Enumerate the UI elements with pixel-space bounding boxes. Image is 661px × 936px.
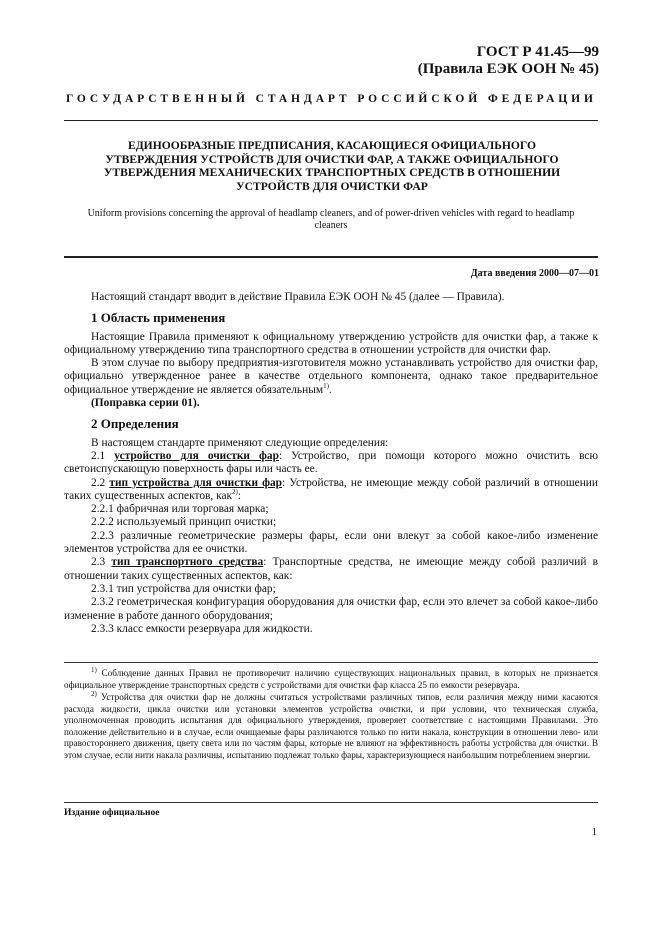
definition-2-2 (64, 477, 598, 504)
definition-text: : Устройства, не имеющие между собой различий в отношении таких существенных аспектов, как (64, 476, 598, 502)
edition-label: Издание официальное (64, 808, 160, 818)
document-title-en: Uniform provisions concerning the approval of headlamp cleaners, and of power-driven vehicles with regard to headlamp cleaners (87, 208, 575, 231)
header-divider (64, 120, 598, 121)
footnote-mark-2: 2) (91, 689, 97, 698)
title-divider (64, 256, 598, 258)
clause-number: 2.1 (91, 449, 106, 462)
page-number: 1 (591, 826, 597, 838)
gost-code-block (418, 44, 599, 78)
definition-2-3 (64, 556, 598, 583)
defined-term: тип транспортного средства (111, 556, 264, 569)
clause-number: 2.3 (91, 556, 106, 569)
punctuation: . (328, 383, 332, 396)
footnote-divider (64, 662, 598, 663)
footnote-ref-1[interactable]: 1) (323, 381, 329, 390)
definition-2-3-3: 2.3.3 класс емкости резервуара для жидкости. (91, 622, 313, 635)
definition-2-3-2: 2.3.2 геометрическая конфигурация оборудования для очистки фар, если это влечет за собой какое-либо изменение в работе данного оборудования; (64, 596, 598, 622)
section-2-heading: 2 Определения (91, 416, 179, 432)
footnote-2-text: Устройства для очистки фар не должны считаться устройствами различных типов, если различия между ними касаются расхода жидкости, цикла очистки или установки элементов устройства очистки, и при условии, что техническая служба, уполномоченная проводить испытания для официального утверждения, проверяет соответствие с настоящими Правилами. Это положение действительно и в случае, если очищаемые фары различаются только по нити накала, конструкции в отношении лево- или правостороннего движения, цвету света или по частям фары, которые не влияют на эффективность работы устройства для очистки. В этом случае, если нити накала различны, испытанию подлежат только фары, характеризующиеся наибольшим потреблением энергии. (64, 692, 599, 760)
definition-2-2-3: 2.2.3 различные геометрические размеры фары, если они влекут за собой какое-либо изменение элементов устройства для ее очистки. (64, 529, 598, 556)
footnote-2 (64, 689, 599, 761)
unece-rule-number: (Правила ЕЭК ООН № 45) (417, 61, 599, 77)
amendment-note: (Поправка серии 01). (91, 397, 200, 410)
definition-2-3-1: 2.3.1 тип устройства для очистки фар; (91, 582, 276, 595)
definition-text: : Транспортные средства, не имеющие между собой различий в отношении таких существенных аспектов, как: (64, 556, 598, 582)
document-body (64, 291, 598, 636)
defined-term: устройство для очистки фар (114, 449, 279, 462)
section-1-paragraph-1: Настоящие Правила применяют к официальному утверждению устройств для очистки фар, а также к официальному утверждению типа транспортного средства в отношении устройств для очистки фар. (64, 330, 598, 356)
definition-text: : Устройство, при помощи которого можно очистить всю светоиспускающую поверхность фары или часть ее. (64, 449, 598, 476)
document-title-ru: ЕДИНООБРАЗНЫЕ ПРЕДПИСАНИЯ, КАСАЮЩИЕСЯ ОФИЦИАЛЬНОГО УТВЕРЖДЕНИЯ УСТРОЙСТВ ДЛЯ ОЧИСТКИ ФАР, А ТАКЖЕ ОФИЦИАЛЬНОГО УТВЕРЖДЕНИЯ МЕХАНИЧЕСКИХ ТРАНСПОРТНЫХ СРЕДСТВ В ОТНОШЕНИИ УСТРОЙСТВ ДЛЯ ОЧИСТКИ ФАР (103, 139, 561, 193)
paragraph-text: В этом случае по выбору предприятия-изготовителя можно устанавливать устройство для очистки фар, официально утвержденное ранее в качестве отдельного компонента, однако такое предварительное официальное утверждение не является обязательным (64, 357, 598, 396)
defined-term: тип устройства для очистки фар (109, 476, 282, 489)
footnote-ref-2[interactable]: 2) (232, 488, 238, 497)
gost-number: ГОСТ Р 41.45—99 (476, 44, 599, 60)
intro-paragraph: Настоящий стандарт вводит в действие Правила ЕЭК ООН № 45 (далее — Правила). (91, 291, 505, 303)
state-standard-banner: ГОСУДАРСТВЕННЫЙ СТАНДАРТ РОССИЙСКОЙ ФЕДЕРАЦИИ (66, 93, 597, 105)
footnote-mark-1: 1) (91, 665, 97, 674)
clause-number: 2.2 (91, 476, 106, 489)
punctuation: : (237, 489, 242, 502)
footnote-1 (64, 665, 598, 691)
footnote-1-text: Соблюдение данных Правил не противоречит наличию существующих национальных правил, в которых не признается официальное утверждение транспортных средств с устройствами для очистки фар класса 25 по емкости резервуара. (64, 668, 598, 690)
footer-divider (64, 802, 598, 803)
definition-2-2-2: 2.2.2 используемый принцип очистки; (91, 516, 277, 529)
footnotes (64, 665, 599, 762)
introduction-date: Дата введения 2000—07—01 (470, 268, 599, 279)
definitions-lead: В настоящем стандарте применяют следующие определения: (91, 436, 389, 449)
section-1-heading: 1 Область применения (91, 310, 226, 326)
definition-2-1 (64, 450, 598, 477)
definition-2-2-1: 2.2.1 фабричная или торговая марка; (91, 503, 269, 516)
section-1-paragraph-2 (64, 357, 598, 397)
